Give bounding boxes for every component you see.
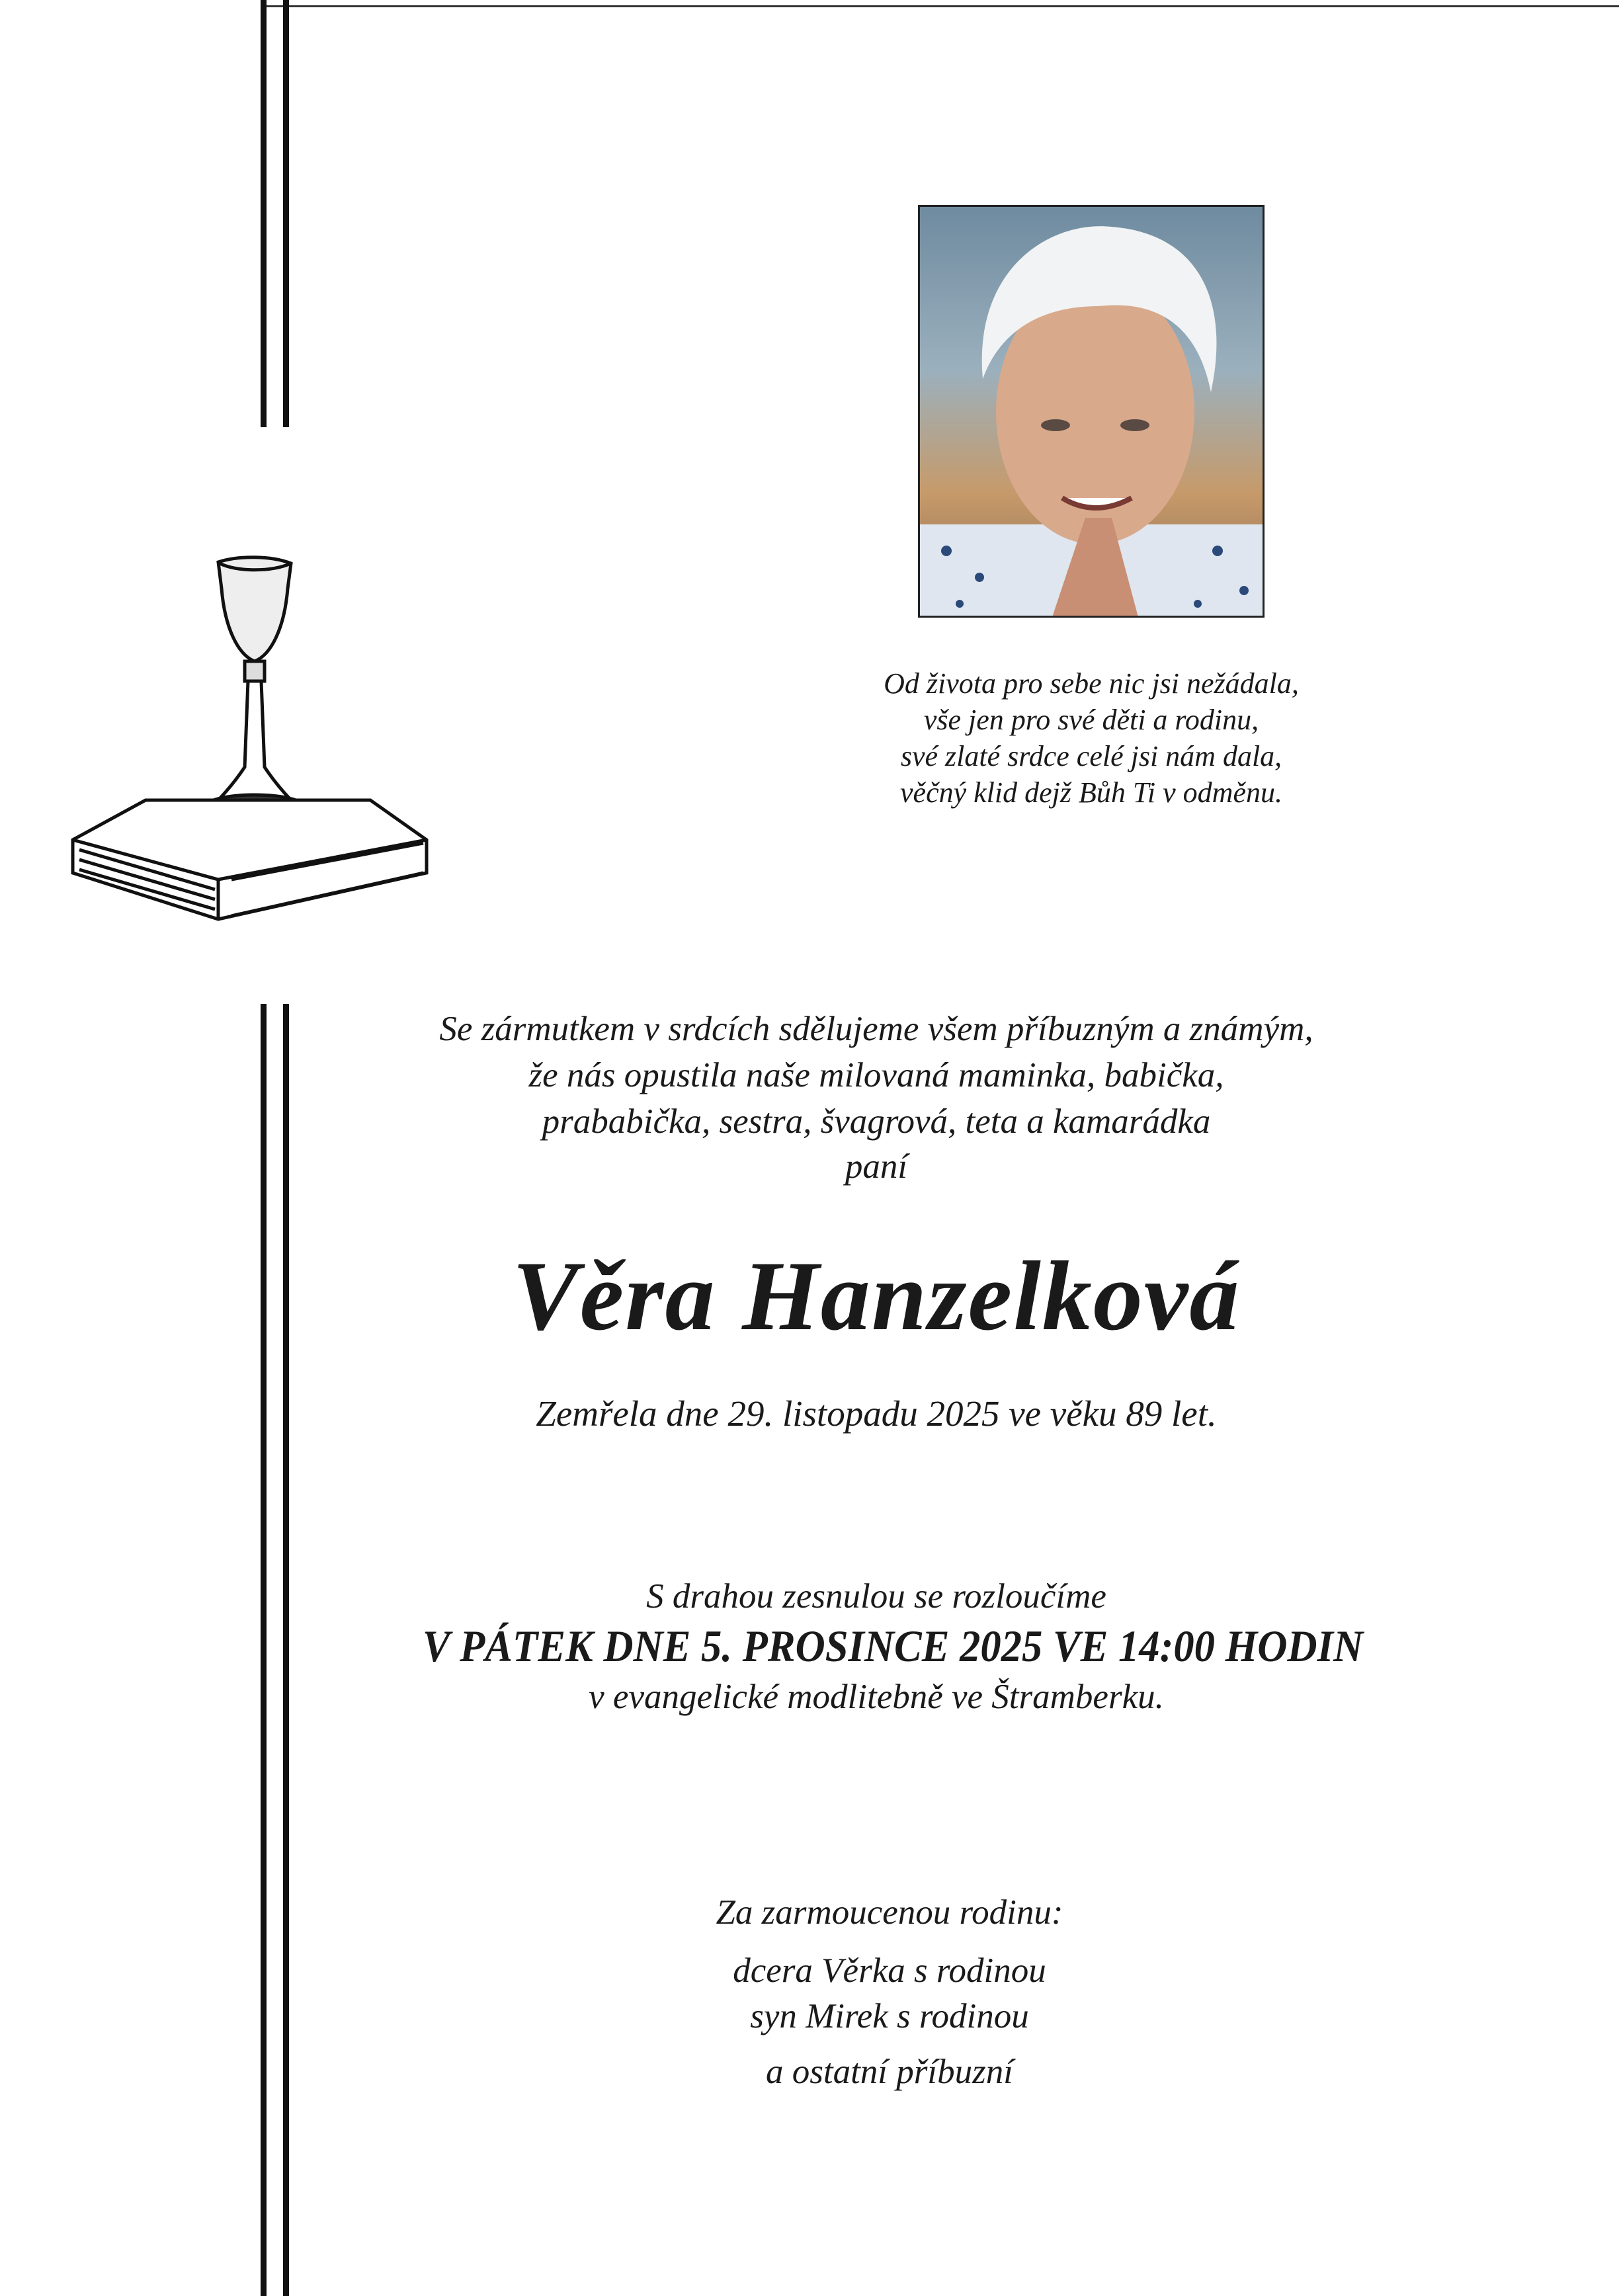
- portrait-photo: [918, 205, 1265, 618]
- family-member: a ostatní příbuzní: [765, 2053, 1013, 2091]
- top-border-line: [265, 5, 1619, 7]
- poem-line: své zlaté srdce celé jsi nám dala,: [900, 740, 1282, 772]
- farewell-place: v evangelické modlitebně ve Štramberku.: [589, 1678, 1164, 1716]
- poem-line: Od života pro sebe nic jsi nežádala,: [884, 667, 1299, 700]
- poem-line: vše jen pro své děti a rodinu,: [923, 704, 1259, 736]
- left-border-line: [261, 1004, 267, 2296]
- chalice-on-book-icon: [66, 549, 436, 926]
- announcement-line: Se zármutkem v srdcích sdělujeme všem příbuzným a známým,: [439, 1010, 1313, 1048]
- farewell-intro: S drahou zesnulou se rozloučíme: [646, 1577, 1106, 1616]
- farewell-datetime: V PÁTEK DNE 5. PROSINCE 2025 VE 14:00 HODIN: [422, 1621, 1364, 1671]
- family-intro: Za zarmoucenou rodinu:: [716, 1893, 1063, 1932]
- announcement-line: že nás opustila naše milovaná maminka, babička,: [528, 1056, 1224, 1094]
- family-member: syn Mirek s rodinou: [750, 1997, 1029, 2035]
- family-member: dcera Věrka s rodinou: [733, 1951, 1046, 1990]
- deceased-name: Věra Hanzelková: [512, 1241, 1241, 1351]
- left-border-line: [283, 0, 289, 427]
- death-info: Zemřela dne 29. listopadu 2025 ve věku 89 let.: [536, 1393, 1217, 1434]
- poem-line: věčný klid dejž Bůh Ti v odměnu.: [900, 776, 1282, 809]
- announcement-line: paní: [845, 1147, 908, 1186]
- left-border-line: [261, 0, 267, 427]
- announcement-line: prababička, sestra, švagrová, teta a kamarádka: [542, 1102, 1211, 1141]
- left-border-line: [283, 1004, 289, 2296]
